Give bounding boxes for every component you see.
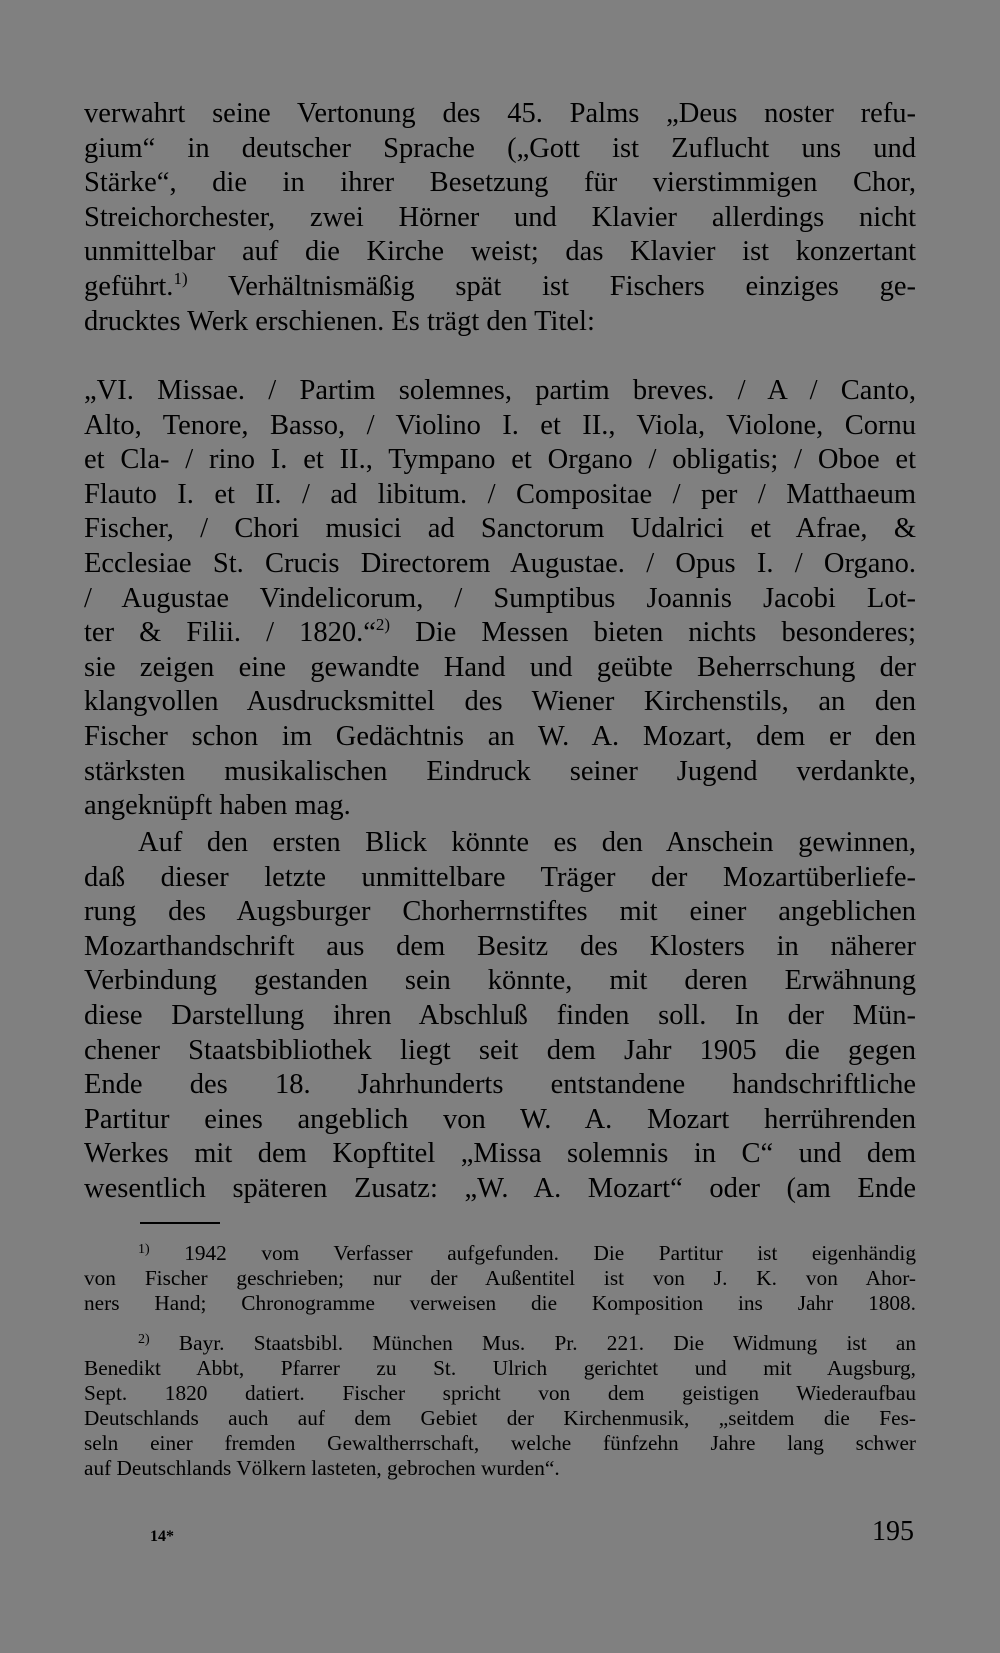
- text-fragment: ter & Filii. / 1820.“: [84, 617, 376, 649]
- footnote-1: [84, 1241, 916, 1316]
- text-line: Flauto I. et II. / ad libitum. / Compositae / per / Matthaeum: [84, 478, 916, 510]
- text-fragment: 1942 vom Verfasser aufgefunden. Die Partitur ist eigenhändig: [149, 1241, 916, 1265]
- text-line: Stärke“, die in ihrer Besetzung für vierstimmigen Chor,: [84, 167, 916, 199]
- text-line: klangvollen Ausdrucksmittel des Wiener Kirchenstils, an den: [84, 686, 916, 718]
- footnote-2: [84, 1331, 916, 1481]
- footnote-line: auf Deutschlands Völkern lasteten, gebrochen wurden“.: [84, 1456, 560, 1480]
- footnote-line: Deutschlands auch auf dem Gebiet der Kirchenmusik, „seitdem die Fes-: [84, 1406, 916, 1430]
- text-line: [84, 616, 916, 651]
- text-line: sie zeigen eine gewandte Hand und geübte Beherrschung der: [84, 651, 916, 683]
- text-line: gium“ in deutscher Sprache („Gott ist Zuflucht uns und: [84, 132, 916, 164]
- text-line: verwahrt seine Vertonung des 45. Palms „Deus noster refu-: [84, 98, 916, 129]
- text-line: Ende des 18. Jahrhunderts entstandene handschriftliche: [84, 1069, 916, 1101]
- text-line: Werkes mit dem Kopftitel „Missa solemnis in C“ und dem: [84, 1138, 916, 1170]
- text-line: / Augustae Vindelicorum, / Sumptibus Joannis Jacobi Lot-: [84, 582, 916, 614]
- text-line: [84, 270, 916, 305]
- footnote-line: seln einer fremden Gewaltherrschaft, welche fünfzehn Jahre lang schwer: [84, 1431, 916, 1455]
- footnote-line: von Fischer geschrieben; nur der Außentitel ist von J. K. von Ahor-: [84, 1266, 916, 1290]
- text-line: Fischer, / Chori musici ad Sanctorum Udalrici et Afrae, &: [84, 513, 916, 545]
- text-line: angeknüpft haben mag.: [84, 790, 351, 822]
- paragraph-1: [84, 97, 916, 339]
- footnote-reference-2: 2): [375, 615, 391, 635]
- text-fragment: Bayr. Staatsbibl. München Mus. Pr. 221. Die Widmung ist an: [149, 1331, 916, 1355]
- paragraph-2: [84, 826, 916, 1207]
- signature-mark: 14*: [150, 1528, 174, 1545]
- text-fragment: Verhältnismäßig spät ist Fischers einziges ge-: [227, 270, 916, 302]
- text-line: Auf den ersten Blick könnte es den Anschein gewinnen,: [138, 827, 916, 858]
- footnote-line: [84, 1241, 916, 1266]
- text-line: Ecclesiae St. Crucis Directorem Augustae. / Opus I. / Organo.: [84, 547, 916, 579]
- footnote-mark: 1): [138, 1242, 150, 1257]
- text-line: diese Darstellung ihren Abschluß finden soll. In der Mün-: [84, 999, 916, 1031]
- text-line: Streichorchester, zwei Hörner und Klavier allerdings nicht: [84, 201, 916, 233]
- text-line: Alto, Tenore, Basso, / Violino I. et II., Viola, Violone, Cornu: [84, 409, 916, 441]
- footnote-reference-1: 1): [173, 268, 188, 288]
- text-line: wesentlich späteren Zusatz: „W. A. Mozart“ oder (am Ende: [84, 1172, 916, 1204]
- text-line: „VI. Missae. / Partim solemnes, partim breves. / A / Canto,: [84, 375, 916, 406]
- text-line: drucktes Werk erschienen. Es trägt den Titel:: [84, 305, 595, 337]
- footnote-mark: 2): [138, 1332, 150, 1347]
- footnote-line: Sept. 1820 datiert. Fischer spricht von dem geistigen Wiederaufbau: [84, 1381, 916, 1405]
- text-fragment: geführt.: [84, 270, 174, 302]
- text-line: Mozarthandschrift aus dem Besitz des Klosters in näherer: [84, 930, 916, 962]
- text-line: chener Staatsbibliothek liegt seit dem Jahr 1905 die gegen: [84, 1034, 916, 1066]
- footnote-line: ners Hand; Chronogramme verweisen die Komposition ins Jahr 1808.: [84, 1291, 916, 1315]
- text-line: stärksten musikalischen Eindruck seiner Jugend verdankte,: [84, 755, 916, 787]
- footnote-separator: [140, 1222, 220, 1224]
- text-line: daß dieser letzte unmittelbare Träger der Mozartüberliefe-: [84, 861, 916, 893]
- text-line: unmittelbar auf die Kirche weist; das Klavier ist konzertant: [84, 236, 916, 268]
- title-block: [84, 374, 916, 824]
- text-line: Verbindung gestanden sein könnte, mit deren Erwähnung: [84, 965, 916, 997]
- page-number: 195: [872, 1516, 914, 1547]
- footnote-line: [84, 1331, 916, 1356]
- text-line: rung des Augsburger Chorherrnstiftes mit einer angeblichen: [84, 896, 916, 928]
- text-fragment: Die Messen bieten nichts besonderes;: [390, 617, 916, 649]
- text-line: et Cla- / rino I. et II., Tympano et Organo / obligatis; / Oboe et: [84, 444, 916, 476]
- footnote-line: Benedikt Abbt, Pfarrer zu St. Ulrich gerichtet und mit Augsburg,: [84, 1356, 916, 1380]
- text-line: Partitur eines angeblich von W. A. Mozart herrührenden: [84, 1103, 916, 1135]
- text-line: Fischer schon im Gedächtnis an W. A. Mozart, dem er den: [84, 720, 916, 752]
